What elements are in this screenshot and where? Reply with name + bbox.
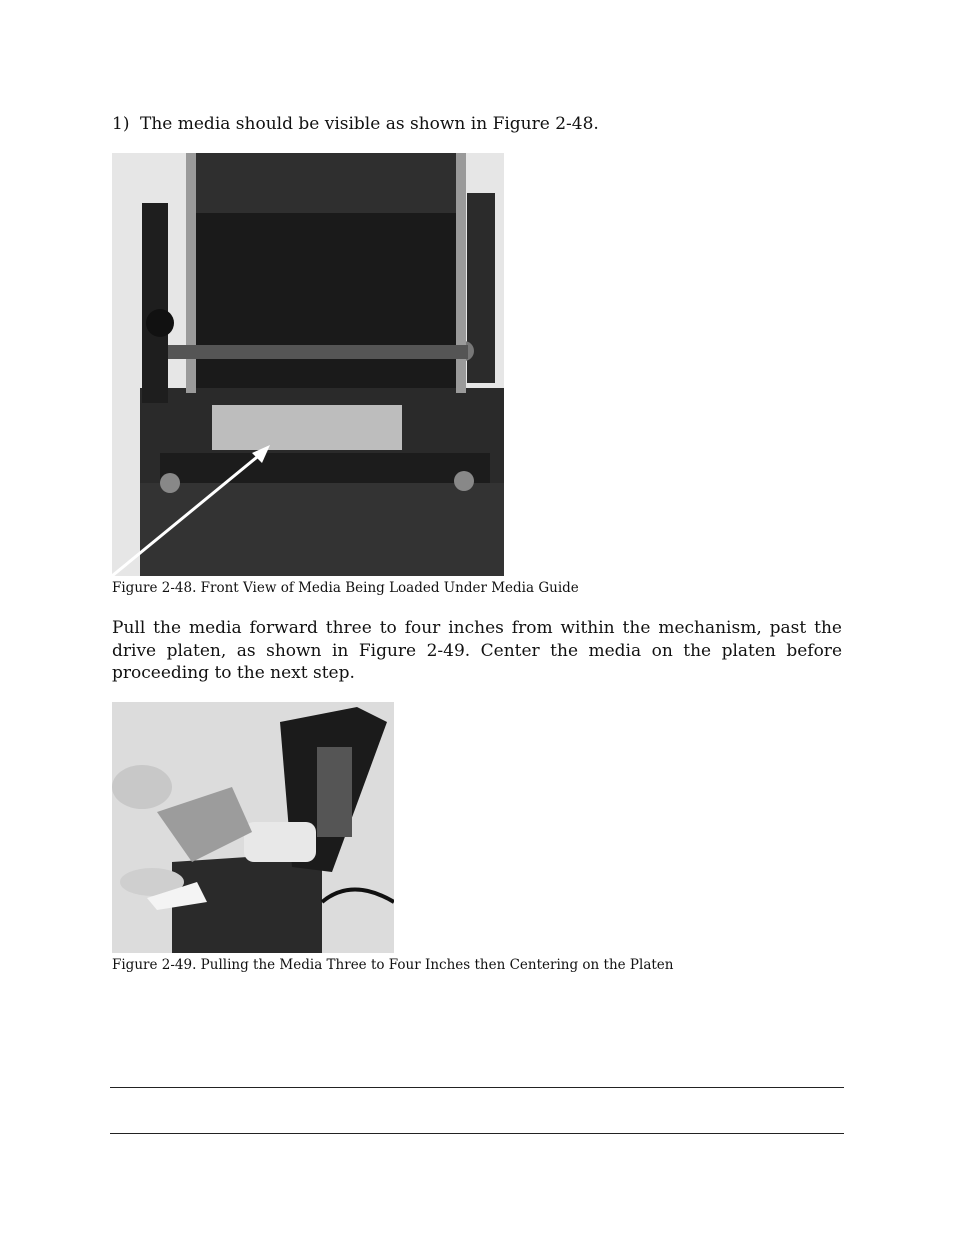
pulling-media-image [112,702,394,953]
footer-rule-bottom [110,1133,844,1134]
figure-2-49-caption: Figure 2-49. Pulling the Media Three to Four Inches then Centering on the Platen [112,957,674,973]
step-1 [112,114,599,134]
step-number: 1) [112,114,130,134]
figure-2-48-photo [112,153,504,576]
step-text: The media should be visible as shown in Figure 2-48. [140,114,599,134]
figure-2-48-caption: Figure 2-48. Front View of Media Being Loaded Under Media Guide [112,580,579,596]
printer-front-view-image [112,153,504,576]
footer-rule-top [110,1087,844,1088]
instruction-paragraph: Pull the media forward three to four inches from within the mechanism, past the drive platen, as shown in Figure 2-49. Center the media on the platen before proceeding to the next step. [112,618,842,683]
figure-2-49-photo [112,702,394,953]
